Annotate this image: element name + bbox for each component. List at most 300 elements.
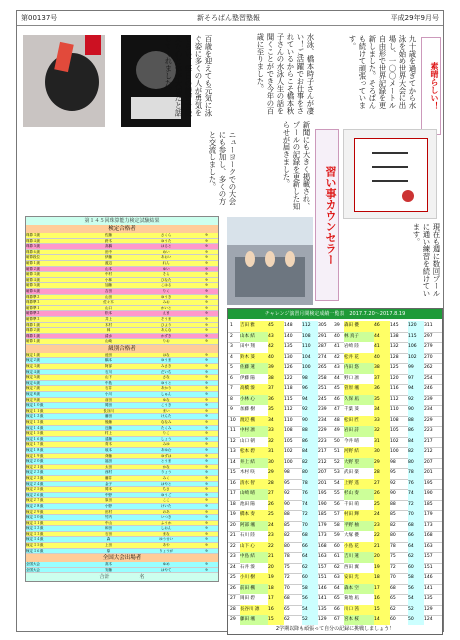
challenge-cell: 宮本 桜 xyxy=(344,615,374,626)
exam-result-cell: 前田 xyxy=(105,397,113,402)
challenge-cell: 108 xyxy=(284,428,293,433)
challenge-cell: 16 xyxy=(374,594,390,605)
exam-result-cell: 近藤 xyxy=(105,425,113,430)
challenge-cell: 146 xyxy=(318,585,327,591)
challenge-cell: 88 xyxy=(390,501,396,507)
challenge-cell: 吉田 雅 xyxy=(240,321,268,332)
challenge-cell: 千田 萌 xyxy=(344,500,374,511)
challenge-cell: 武田 楽 xyxy=(344,468,374,479)
challenge-cell: 86 xyxy=(408,426,424,437)
exam-result-cell: 中島 xyxy=(105,380,113,385)
exam-result-cell: 9 xyxy=(205,375,208,380)
challenge-cell: 55 xyxy=(334,491,340,496)
challenge-cell: 44 xyxy=(334,375,340,381)
exam-result-cell: 吉田 xyxy=(105,288,113,293)
exam-result-cell: 安藤 xyxy=(105,567,113,572)
challenge-cell: 16 xyxy=(230,480,236,486)
exam-result-cell: 全国大会 xyxy=(26,562,40,567)
exam-result-cell: あかり xyxy=(160,386,172,391)
challenge-cell: 60 xyxy=(334,543,340,549)
exam-result-cell: かずき xyxy=(160,333,172,338)
challenge-cell: 223 xyxy=(424,428,433,433)
challenge-cell: 1 xyxy=(230,323,233,328)
challenge-cell: 17 xyxy=(268,594,284,605)
challenge-cell: 78 xyxy=(302,479,318,490)
challenge-cell: 95 xyxy=(390,470,396,475)
challenge-cell: 9 xyxy=(230,407,233,412)
challenge-footer: 2学期以降も頑張って自分の記録に挑戦しましょう！ xyxy=(228,625,442,634)
exam-result-cell: たくみ xyxy=(160,425,172,430)
challenge-cell: 33 xyxy=(374,416,390,427)
article-column: 新聞にも大きく掲載され、プールの記録を更新した知らせが届きました。 xyxy=(282,121,311,210)
exam-result-cell: 暗算６級 xyxy=(26,288,40,293)
challenge-cell: 38 xyxy=(374,363,390,374)
challenge-cell: 279 xyxy=(424,344,433,349)
challenge-cell: 68 xyxy=(390,585,396,591)
exam-result-cell: 検定３２級 xyxy=(26,526,44,531)
exam-result-cell: ゆめ xyxy=(162,562,170,567)
challenge-cell: 90 xyxy=(284,501,290,507)
exam-result-cell: 9 xyxy=(205,233,208,237)
challenge-cell: 23 xyxy=(374,521,390,532)
challenge-cell: 168 xyxy=(318,543,327,549)
challenge-cell: 49 xyxy=(334,428,340,433)
challenge-cell: 62 xyxy=(302,563,318,574)
challenge-cell: 291 xyxy=(318,333,327,339)
challenge-cell: 岩田 詩 xyxy=(344,426,374,437)
challenge-cell: 石川 陸 xyxy=(240,531,268,542)
banner-top-right: 素晴らしい！ xyxy=(421,37,441,135)
challenge-cell: 15 xyxy=(230,470,236,475)
challenge-cell: 72 xyxy=(302,510,318,521)
exam-result-cell: 9 xyxy=(205,447,208,452)
challenge-cell: 小川 樹 xyxy=(240,573,268,584)
challenge-cell: 138 xyxy=(390,333,399,339)
challenge-cell: 70 xyxy=(302,521,318,532)
exam-result-cell: 9 xyxy=(205,562,208,567)
challenge-cell: 23 xyxy=(230,554,236,559)
exam-result-cell: みゆ xyxy=(162,442,170,447)
challenge-cell: 松井 花 xyxy=(344,353,374,364)
challenge-cell: 88 xyxy=(408,416,424,427)
issue-number: 第00137号 xyxy=(21,14,58,22)
challenge-cell: 168 xyxy=(424,533,433,538)
exam-results-footer: 合計 名 xyxy=(26,573,218,581)
exam-result-cell: 中村 xyxy=(105,272,113,277)
challenge-cell: 橋本 奏 xyxy=(240,510,268,521)
challenge-cell: 173 xyxy=(318,533,327,538)
exam-result-cell: りく xyxy=(162,288,170,293)
exam-result-cell: 検定３３級 xyxy=(26,531,44,536)
challenge-cell: 50 xyxy=(334,438,340,444)
exam-result-cell: ひなた xyxy=(160,277,172,282)
challenge-cell: 42 xyxy=(334,354,340,360)
challenge-cell: 2 xyxy=(230,333,233,339)
challenge-cell: 287 xyxy=(318,344,327,349)
exam-result-cell: 高木 xyxy=(105,562,113,567)
exam-result-cell: 検定３５級 xyxy=(26,543,44,548)
challenge-cell: 85 xyxy=(390,512,396,517)
challenge-cell: 217 xyxy=(318,449,327,454)
exam-result-cell: みお xyxy=(162,300,170,305)
challenge-cell: 32 xyxy=(374,426,390,437)
exam-result-cell: 9 xyxy=(205,333,208,338)
certificate-photo xyxy=(343,129,437,219)
exam-result-cell: 小川 xyxy=(105,392,113,397)
exam-result-cell: こはる xyxy=(160,283,172,288)
challenge-cell: 112 xyxy=(284,407,293,412)
exam-result-cell: 阿部 xyxy=(105,364,113,369)
challenge-cell: 68 xyxy=(408,521,424,532)
challenge-cell: 中島 結 xyxy=(240,552,268,563)
exam-result-cell: 珠算準２ xyxy=(26,294,40,299)
challenge-cell: 岡田 碧 xyxy=(240,594,268,605)
challenge-cell: 52 xyxy=(302,615,318,626)
challenge-cell: 19 xyxy=(230,512,236,517)
challenge-cell: 68 xyxy=(284,596,290,601)
challenge-cell: 163 xyxy=(424,543,433,549)
challenge-cell: 21 xyxy=(230,533,236,538)
challenge-cell: 92 xyxy=(284,491,290,496)
challenge-cell: 24 xyxy=(230,564,236,570)
exam-result-cell: ゆうせい xyxy=(159,537,174,542)
challenge-cell: 52 xyxy=(334,459,340,465)
challenge-cell: 6 xyxy=(230,375,233,381)
exam-result-cell: あんな xyxy=(160,328,172,333)
challenge-cell: 37 xyxy=(268,384,284,395)
challenge-cell: 99 xyxy=(408,363,424,374)
challenge-cell: 68 xyxy=(302,531,318,542)
exam-result-cell: 検定１６級 xyxy=(26,436,44,441)
exam-result-cell: 9 xyxy=(205,515,208,520)
challenge-cell: 36 xyxy=(268,395,284,406)
exam-result-cell: はやと xyxy=(160,481,172,486)
challenge-cell: 129 xyxy=(424,606,433,612)
newsletter-title: 新そろばん塾習塾報 xyxy=(197,14,260,22)
exam-result-cell: えま xyxy=(162,311,170,316)
challenge-cell: 松田 匠 xyxy=(344,416,374,427)
challenge-cell: 110 xyxy=(390,407,399,412)
exam-result-cell: 9 xyxy=(205,431,208,436)
challenge-cell: 8 xyxy=(230,396,233,402)
challenge-cell: 60 xyxy=(390,617,396,622)
exam-result-cell: ゆな xyxy=(162,397,170,402)
challenge-cell: 4 xyxy=(230,354,233,360)
challenge-cell: 85 xyxy=(284,522,290,528)
challenge-cell: 128 xyxy=(390,354,399,360)
challenge-cell: 38 xyxy=(268,374,284,385)
challenge-cell: 26 xyxy=(230,585,236,591)
exam-result-cell: 検定２０級 xyxy=(26,459,44,464)
challenge-cell: 141 xyxy=(318,596,327,601)
challenge-cell: 78 xyxy=(390,543,396,549)
challenge-cell: 17 xyxy=(230,491,236,496)
exam-result-cell: めい xyxy=(162,249,170,254)
exam-result-cell: 9 xyxy=(205,403,208,408)
exam-result-cell: 清水 xyxy=(105,333,113,338)
challenge-cell: 94 xyxy=(302,395,318,406)
challenge-cell: 34 xyxy=(268,416,284,427)
exam-result-cell: 検定２級 xyxy=(26,358,40,363)
exam-result-cell: 太田 xyxy=(105,464,113,469)
article-column: 九十歳を過ぎてから水泳を始め世界大会に出場し、一〇〇メートル自由形で世界記録を更新しました。そろばんも続けて頑張っています。 xyxy=(348,35,417,109)
challenge-cell: 251 xyxy=(318,386,327,391)
challenge-cell: 265 xyxy=(318,365,327,370)
challenge-cell: 65 xyxy=(284,606,290,612)
exam-result-cell: はやて xyxy=(160,567,172,572)
challenge-cell: 中村 凛 xyxy=(240,426,268,437)
issue-date: 平成29年9月号 xyxy=(390,14,439,22)
exam-result-cell: 検定２３級 xyxy=(26,475,44,480)
exam-result-cell: 山下 xyxy=(105,375,113,380)
challenge-cell: 104 xyxy=(302,353,318,364)
challenge-cell: 22 xyxy=(268,542,284,553)
newsletter-sheet xyxy=(16,10,444,632)
exam-result-cell: 池田 xyxy=(105,352,113,357)
exam-result-cell: 検定１４級 xyxy=(26,425,44,430)
challenge-cell: 258 xyxy=(318,375,327,381)
challenge-cell: 84 xyxy=(408,437,424,448)
exam-result-cell: 西村 xyxy=(105,470,113,475)
challenge-cell: 126 xyxy=(284,365,293,370)
exam-result-cell: 珠算１級 xyxy=(26,333,40,338)
exam-result-cell: ひより xyxy=(160,322,172,327)
challenge-cell: 65 xyxy=(334,596,340,601)
challenge-cell: 223 xyxy=(318,438,327,444)
exam-result-cell: あおい xyxy=(160,255,172,260)
exam-result-cell: りょうが xyxy=(159,548,174,553)
exam-result-cell: 中山 xyxy=(105,520,113,525)
challenge-cell: 森本 空 xyxy=(344,584,374,595)
exam-result-cell: 9 xyxy=(205,305,208,310)
exam-result-cell: 9 xyxy=(205,470,208,475)
challenge-cell: 久保 凪 xyxy=(344,395,374,406)
challenge-cell: 14 xyxy=(230,459,236,465)
challenge-cell: 135 xyxy=(424,596,433,601)
challenge-cell: 松本 碧 xyxy=(240,447,268,458)
challenge-cell: 132 xyxy=(390,344,399,349)
challenge-title: チャレンジ演習月間検定成績一覧表 2017.7.20～2017.8.19 xyxy=(228,309,442,319)
challenge-cell: 13 xyxy=(230,449,236,454)
challenge-cell: 185 xyxy=(424,501,433,507)
exam-result-cell: とうま xyxy=(160,459,172,464)
challenge-cell: 16 xyxy=(268,605,284,616)
challenge-cell: 70 xyxy=(408,510,424,521)
challenge-cell: 125 xyxy=(390,365,399,370)
challenge-cell: 5 xyxy=(230,365,233,370)
exam-result-cell: 全国大会 xyxy=(26,567,40,572)
exam-result-cell: けいた xyxy=(160,503,172,508)
challenge-cell: 清水 智 xyxy=(240,479,268,490)
exam-result-cell: 森 xyxy=(106,537,111,542)
exam-result-cell: 山本 xyxy=(105,266,113,271)
challenge-cell: 185 xyxy=(318,512,327,517)
challenge-cell: 62 xyxy=(334,564,340,570)
challenge-cell: 254 xyxy=(424,375,433,381)
challenge-cell: 65 xyxy=(390,596,396,601)
challenge-cell: 39 xyxy=(268,363,284,374)
challenge-cell: 25 xyxy=(230,575,236,580)
exam-result-cell: 検定１２級 xyxy=(26,414,44,419)
exam-result-cell: 田村 xyxy=(105,509,113,514)
challenge-cell: 163 xyxy=(318,554,327,559)
challenge-cell: 42 xyxy=(268,342,284,353)
newsletter-header xyxy=(17,11,443,26)
exam-result-cell: 9 xyxy=(205,328,208,333)
challenge-cell: 239 xyxy=(424,396,433,402)
challenge-cell: 20 xyxy=(374,552,390,563)
exam-result-cell: こうき xyxy=(160,403,172,408)
exam-result-cell: 暗算準２ xyxy=(26,311,40,316)
challenge-cell: 内田 悠 xyxy=(344,363,374,374)
challenge-cell: 234 xyxy=(424,407,433,412)
challenge-cell: 106 xyxy=(408,342,424,353)
challenge-cell: 115 xyxy=(284,396,293,402)
challenge-cell: 52 xyxy=(408,605,424,616)
challenge-cell: 井上 結 xyxy=(240,458,268,469)
challenge-cell: 64 xyxy=(334,585,340,591)
challenge-cell: 94 xyxy=(408,384,424,395)
challenge-cell: 林 真子 xyxy=(344,332,374,343)
exam-result-cell: 検定２１級 xyxy=(26,464,44,469)
challenge-cell: 262 xyxy=(424,365,433,370)
challenge-cell: 46 xyxy=(374,321,390,332)
exam-result-cell: 暗算２級 xyxy=(26,266,40,271)
challenge-cell: 145 xyxy=(390,323,399,328)
challenge-cell: 佐藤 蓮 xyxy=(240,363,268,374)
exam-result-cell: 渡辺 xyxy=(105,260,113,265)
challenge-cell: 60 xyxy=(408,563,424,574)
challenge-cell: 西田 翼 xyxy=(344,563,374,574)
exam-results-section3: 全国大会出場者 xyxy=(26,554,218,562)
exam-result-cell: 原 xyxy=(106,548,111,553)
exam-result-cell: 検定１９級 xyxy=(26,453,44,458)
exam-result-cell: 検定４級 xyxy=(26,369,40,374)
challenge-cell: 75 xyxy=(390,554,396,559)
article-column: 現在も週に数回プールに通い練習を続けています。 xyxy=(412,223,441,297)
challenge-cell: 58 xyxy=(408,573,424,584)
exam-result-cell: あや xyxy=(162,543,170,548)
exam-result-cell: 9 xyxy=(205,352,208,357)
exam-result-cell: 検定１５級 xyxy=(26,431,44,436)
exam-result-cell: みく xyxy=(162,475,170,480)
exam-result-cell: 検定２４級 xyxy=(26,481,44,486)
exam-result-cell: 9 xyxy=(205,459,208,464)
challenge-cell: 234 xyxy=(318,417,327,423)
challenge-cell: 池田 陽 xyxy=(240,500,268,511)
exam-result-cell: 珠算準３ xyxy=(26,300,40,305)
challenge-cell: 120 xyxy=(390,375,399,381)
exam-result-cell: 検定３０級 xyxy=(26,515,44,520)
challenge-cell: 25 xyxy=(374,500,390,511)
exam-result-cell: 検定６級 xyxy=(26,380,40,385)
article-column: 水泳、橋本時子さんが凄い！ご活躍でお仕事をされているからこそ橋本秋子さんの水泳人生の話を聞くことができ今年の百歳に至りました。 xyxy=(256,33,315,115)
challenge-cell: 88 xyxy=(302,426,318,437)
exam-result-cell: 珠算５級 xyxy=(26,244,40,249)
exam-result-cell: 9 xyxy=(205,492,208,497)
challenge-cell: 15 xyxy=(374,605,390,616)
exam-result-cell: 山崎 xyxy=(105,339,113,344)
challenge-cell: 78 xyxy=(284,554,290,559)
challenge-cell: 92 xyxy=(302,405,318,416)
challenge-cell: 96 xyxy=(302,384,318,395)
challenge-cell: 40 xyxy=(374,353,390,364)
challenge-cell: 98 xyxy=(284,470,290,475)
exam-result-cell: 後藤 xyxy=(105,420,113,424)
challenge-cell: 102 xyxy=(408,353,424,364)
challenge-cell: 千葉 葵 xyxy=(344,405,374,416)
challenge-cell: 229 xyxy=(424,417,433,423)
challenge-cell: 野口 凛 xyxy=(344,374,374,385)
challenge-cell: 112 xyxy=(390,396,399,402)
exam-result-cell: 暗算準３ xyxy=(26,316,40,321)
challenge-cell: 59 xyxy=(334,533,340,538)
exam-result-cell: 坂本 xyxy=(105,447,113,452)
exam-result-cell: 検定７級 xyxy=(26,386,40,391)
challenge-cell: 84 xyxy=(302,447,318,458)
challenge-cell: 110 xyxy=(302,342,318,353)
challenge-cell: 鈴木 葵 xyxy=(240,353,268,364)
exam-result-cell: 暗算１級 xyxy=(26,339,40,344)
challenge-cell: 110 xyxy=(284,417,293,423)
exam-result-cell: ゆずは xyxy=(160,453,172,458)
exam-result-cell: 9 xyxy=(205,316,208,321)
exam-result-cell: かな xyxy=(162,464,170,469)
challenge-cell: 24 xyxy=(374,510,390,521)
challenge-cell: 62 xyxy=(408,552,424,563)
challenge-cell: 29 xyxy=(268,468,284,479)
exam-result-cell: 検定２９級 xyxy=(26,509,44,514)
exam-result-cell: 検定３６級 xyxy=(26,548,44,553)
challenge-cell: 28 xyxy=(230,606,236,612)
exam-result-cell: ここ xyxy=(162,498,170,503)
exam-results-section2: 級別合格者 xyxy=(26,345,218,353)
exam-result-cell: 9 xyxy=(205,392,208,397)
challenge-cell: 21 xyxy=(374,542,390,553)
challenge-cell: 32 xyxy=(268,437,284,448)
challenge-cell: 102 xyxy=(390,438,399,444)
challenge-cell: 130 xyxy=(284,354,293,360)
exam-result-cell: 山田 xyxy=(105,294,113,299)
challenge-cell: 190 xyxy=(318,501,327,507)
exam-result-cell: 9 xyxy=(205,487,208,492)
challenge-cell: 95 xyxy=(284,480,290,486)
exam-result-cell: 和田 xyxy=(105,526,113,531)
challenge-cell: 54 xyxy=(302,605,318,616)
challenge-cell: 90 xyxy=(302,416,318,427)
challenge-cell: 100 xyxy=(284,459,293,465)
exam-result-cell: ゆうた xyxy=(160,238,172,243)
challenge-cell: 246 xyxy=(424,386,433,391)
exam-result-cell: 9 xyxy=(205,311,208,316)
challenge-cell: 46 xyxy=(334,396,340,402)
challenge-cell: 加藤 樹 xyxy=(240,405,268,416)
challenge-cell: 66 xyxy=(334,606,340,612)
challenge-cell: 70 xyxy=(390,575,396,580)
exam-result-cell: 青木 xyxy=(105,442,113,447)
exam-result-cell: 9 xyxy=(205,283,208,288)
challenge-cell: 35 xyxy=(374,395,390,406)
challenge-cell: 100 xyxy=(302,363,318,374)
exam-result-cell: 9 xyxy=(205,436,208,441)
exam-result-cell: 暗算５級 xyxy=(26,283,40,288)
challenge-cell: 木村 咲 xyxy=(240,468,268,479)
exam-result-cell: はな xyxy=(162,352,170,357)
challenge-cell: 40 xyxy=(334,333,340,339)
challenge-cell: 105 xyxy=(390,428,399,433)
exam-result-cell: 暗算１級 xyxy=(26,260,40,265)
exam-result-cell: 検定９級 xyxy=(26,397,40,402)
